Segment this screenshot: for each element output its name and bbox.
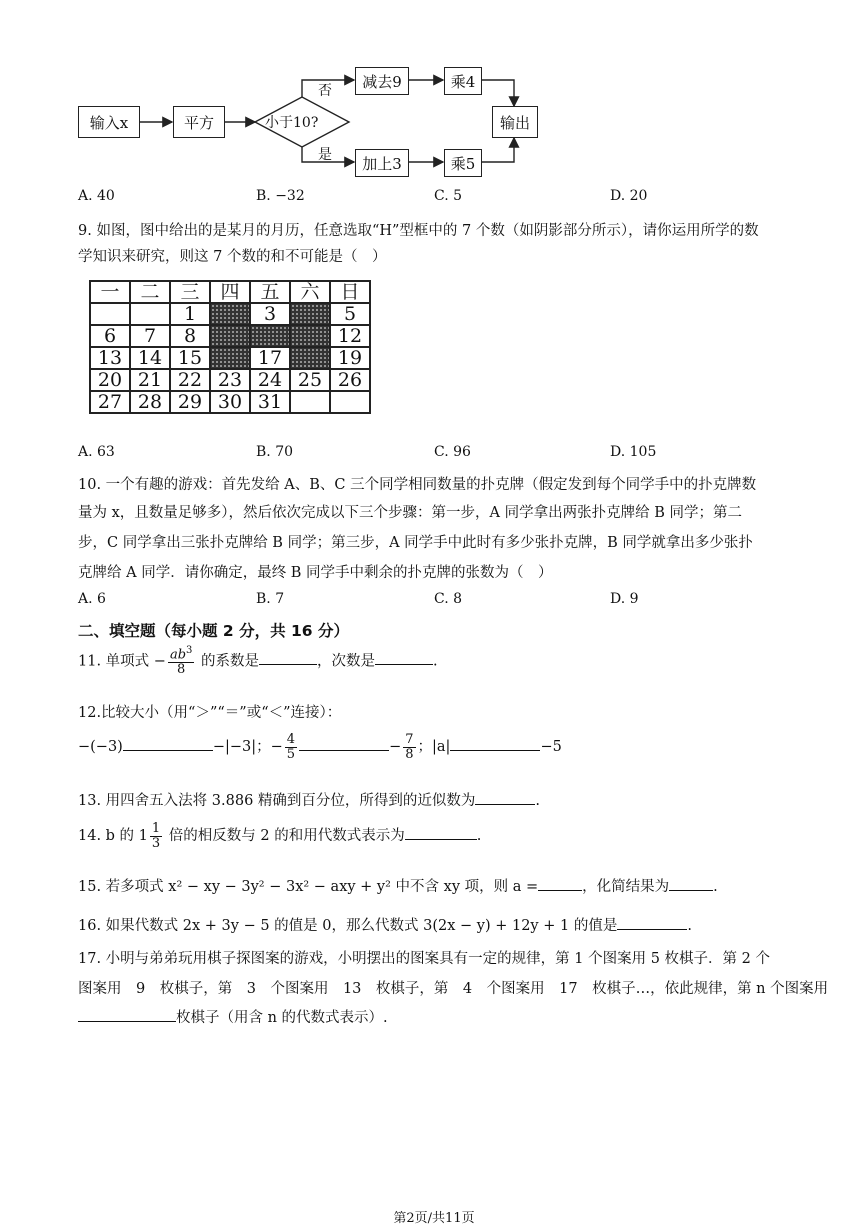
q10-option-b: B. 7 [256, 591, 285, 607]
calendar-row [90, 347, 370, 369]
calendar-cell: 12 [330, 325, 370, 347]
q8-option-c: C. 5 [434, 188, 463, 204]
q14-post: 倍的相反数与 2 的和用代数式表示为 [164, 828, 405, 845]
q12-expr2: −|−3|； [212, 739, 271, 756]
q12-blank-1[interactable] [123, 736, 213, 751]
calendar-cell: 25 [290, 369, 330, 391]
q9-option-b: B. 70 [256, 444, 294, 460]
calendar-cell: 6 [90, 325, 130, 347]
calendar-cell-shaded [210, 303, 250, 325]
flow-decision-label: 小于10? [265, 115, 319, 131]
q14-end: . [476, 828, 482, 845]
calendar-header: 一 [90, 281, 130, 303]
calendar-cell: 7 [130, 325, 170, 347]
calendar-cell: 30 [210, 391, 250, 413]
q17-text-line3: 枚棋子（用含 n 的代数式表示）. [176, 1010, 388, 1026]
q10-text-line2: 量为 x，且数量足够多），然后依次完成以下三个步骤：第一步，A 同学拿出两张扑克牌给 B 同学；第二 [78, 505, 742, 521]
calendar-cell: 1 [170, 303, 210, 325]
q12-expr-abs-a: ；|a| [417, 739, 451, 756]
q11-fraction [168, 646, 194, 677]
q15-prefix: 15. 若多项式 x² − xy − 3y² − 3x² − axy + y² 中不含 xy 项，则 a = [78, 879, 539, 895]
q14-frac-den: 3 [151, 835, 161, 851]
flow-output-box: 输出 [492, 106, 538, 138]
q11-blank-coefficient[interactable] [259, 650, 317, 665]
q14-prefix: 14. b 的 1 [78, 828, 148, 845]
calendar-cell: 31 [250, 391, 290, 413]
q12-minus: − [270, 739, 283, 756]
calendar-cell-shaded [210, 325, 250, 347]
calendar-cell: 20 [90, 369, 130, 391]
q12-expressions [78, 733, 562, 761]
q15-line [78, 875, 718, 896]
flow-input-box: 输入x [78, 106, 140, 138]
calendar-header: 六 [290, 281, 330, 303]
calendar-cell: 15 [170, 347, 210, 369]
calendar-cell-shaded [290, 303, 330, 325]
page-footer: 第2页/共11页 [393, 1211, 475, 1226]
calendar-cell: 27 [90, 391, 130, 413]
q16-end: . [687, 918, 692, 934]
calendar-cell: 19 [330, 347, 370, 369]
q12-fraction-1 [285, 733, 297, 761]
flow-sub9-box: 减去9 [355, 67, 409, 95]
section-title-fill-blank: 二、填空题（每小题 2 分，共 16 分） [78, 622, 349, 640]
calendar-cell [290, 391, 330, 413]
calendar-cell: 29 [170, 391, 210, 413]
calendar-header: 四 [210, 281, 250, 303]
q11-numerator: ab [169, 647, 187, 663]
q15-blank-a[interactable] [538, 876, 582, 891]
calendar-cell: 13 [90, 347, 130, 369]
calendar-cell: 17 [250, 347, 290, 369]
calendar-cell: 24 [250, 369, 290, 391]
q12-frac2-den: 8 [405, 746, 414, 762]
calendar-cell: 28 [130, 391, 170, 413]
calendar-cell-shaded [250, 325, 290, 347]
q16-line [78, 914, 692, 935]
q9-text-line2: 学知识来研究，则这 7 个数的和不可能是（ ） [78, 249, 387, 265]
q14-blank[interactable] [405, 825, 477, 840]
flow-add3-box: 加上3 [355, 149, 409, 177]
q15-blank-result[interactable] [669, 876, 713, 891]
flow-no-label: 否 [318, 83, 332, 99]
q17-text-line1: 17. 小明与弟弟玩用棋子探图案的游戏，小明摆出的图案具有一定的规律，第 1 个图案用 5 枚棋子．第 2 个 [78, 951, 770, 967]
calendar-cell: 5 [330, 303, 370, 325]
q11-denominator: 8 [177, 661, 186, 677]
q13-blank[interactable] [475, 790, 535, 805]
q12-title: 12.比较大小（用“＞”“＝”或“＜”连接）： [78, 705, 342, 721]
q11-prefix: 11. 单项式 − [78, 653, 166, 670]
q10-text-line4: 克牌给 A 同学．请你确定，最终 B 同学手中剩余的扑克牌的张数为（ ） [78, 565, 553, 581]
flow-square-box: 平方 [173, 106, 225, 138]
q10-option-c: C. 8 [434, 591, 463, 607]
calendar-cell [130, 303, 170, 325]
calendar-cell-shaded [290, 325, 330, 347]
q15-end: . [713, 879, 718, 895]
q14-line [78, 822, 481, 850]
q14-frac-num: 1 [151, 821, 161, 836]
calendar-row [90, 303, 370, 325]
calendar-cell: 26 [330, 369, 370, 391]
calendar-cell-shaded [290, 347, 330, 369]
q11-sep: ，次数是 [317, 653, 375, 670]
q12-blank-3[interactable] [450, 736, 540, 751]
q8-option-a: A. 40 [78, 188, 115, 204]
calendar-header: 三 [170, 281, 210, 303]
calendar-cell: 23 [210, 369, 250, 391]
q10-option-d: D. 9 [610, 591, 639, 607]
q12-expr-neg5: −5 [540, 739, 562, 756]
q12-frac1-den: 5 [286, 746, 296, 762]
q17-blank[interactable] [78, 1007, 176, 1022]
calendar-cell-shaded [210, 347, 250, 369]
q16-prefix: 16. 如果代数式 2x + 3y − 5 的值是 0，那么代数式 3(2x − y) + 12y + 1 的值是 [78, 918, 618, 934]
calendar-header-row [90, 281, 370, 303]
q9-option-d: D. 105 [610, 444, 657, 460]
calendar-row [90, 391, 370, 413]
calendar-cell: 8 [170, 325, 210, 347]
q8-option-b: B. −32 [256, 188, 305, 204]
calendar-header: 日 [330, 281, 370, 303]
calendar-header: 五 [250, 281, 290, 303]
calendar-row [90, 325, 370, 347]
q15-mid: ，化简结果为 [582, 879, 670, 895]
q10-text-line3: 步，C 同学拿出三张扑克牌给 B 同学；第三步，A 同学手中此时有多少张扑克牌，B 同学就拿出多少张扑 [78, 535, 753, 551]
q9-option-c: C. 96 [434, 444, 471, 460]
flow-mul5-box: 乘5 [444, 149, 482, 177]
q12-frac2-num: 7 [405, 732, 414, 747]
q16-blank[interactable] [617, 915, 687, 930]
q10-text-line1: 10. 一个有趣的游戏：首先发给 A、B、C 三个同学相同数量的扑克牌（假定发到每个同学手中的扑克牌数 [78, 477, 757, 493]
q8-option-d: D. 20 [610, 188, 648, 204]
q12-fraction-2 [403, 733, 415, 761]
flow-yes-label: 是 [318, 147, 332, 163]
q10-option-a: A. 6 [78, 591, 106, 607]
q13-line: 13. 用四舍五入法将 3.886 精确到百分位，所得到的近似数为 . [78, 789, 540, 810]
flowchart-connectors [0, 0, 868, 200]
q11-mid: 的系数是 [196, 653, 259, 670]
calendar-cell [90, 303, 130, 325]
q11-exponent: 3 [186, 645, 193, 656]
q11-line [78, 646, 438, 677]
q13-text: 13. 用四舍五入法将 3.886 精确到百分位，所得到的近似数为 [78, 793, 476, 809]
q17-line3 [78, 1006, 388, 1027]
calendar-row [90, 369, 370, 391]
calendar-table [89, 280, 371, 414]
q11-blank-degree[interactable] [375, 650, 433, 665]
calendar-cell [330, 391, 370, 413]
calendar-header: 二 [130, 281, 170, 303]
q9-option-a: A. 63 [78, 444, 115, 460]
q12-blank-2[interactable] [299, 736, 389, 751]
q9-text-line1: 9. 如图，图中给出的是某月的月历，任意选取“H”型框中的 7 个数（如阴影部分所示），请你运用所学的数 [78, 223, 759, 239]
flow-mul4-box: 乘4 [444, 67, 482, 95]
q14-fraction [150, 822, 162, 850]
q17-text-line2: 图案用 9 枚棋子，第 3 个图案用 13 枚棋子，第 4 个图案用 17 枚棋子…，依此规律，第 n 个图案用 [78, 981, 829, 997]
q12-minus-2: − [389, 739, 402, 756]
q11-end: . [433, 653, 438, 670]
calendar-cell: 14 [130, 347, 170, 369]
q12-expr1: −(−3) [78, 739, 123, 756]
calendar-cell: 22 [170, 369, 210, 391]
calendar-cell: 21 [130, 369, 170, 391]
calendar-cell: 3 [250, 303, 290, 325]
q12-frac1-num: 4 [286, 732, 296, 747]
